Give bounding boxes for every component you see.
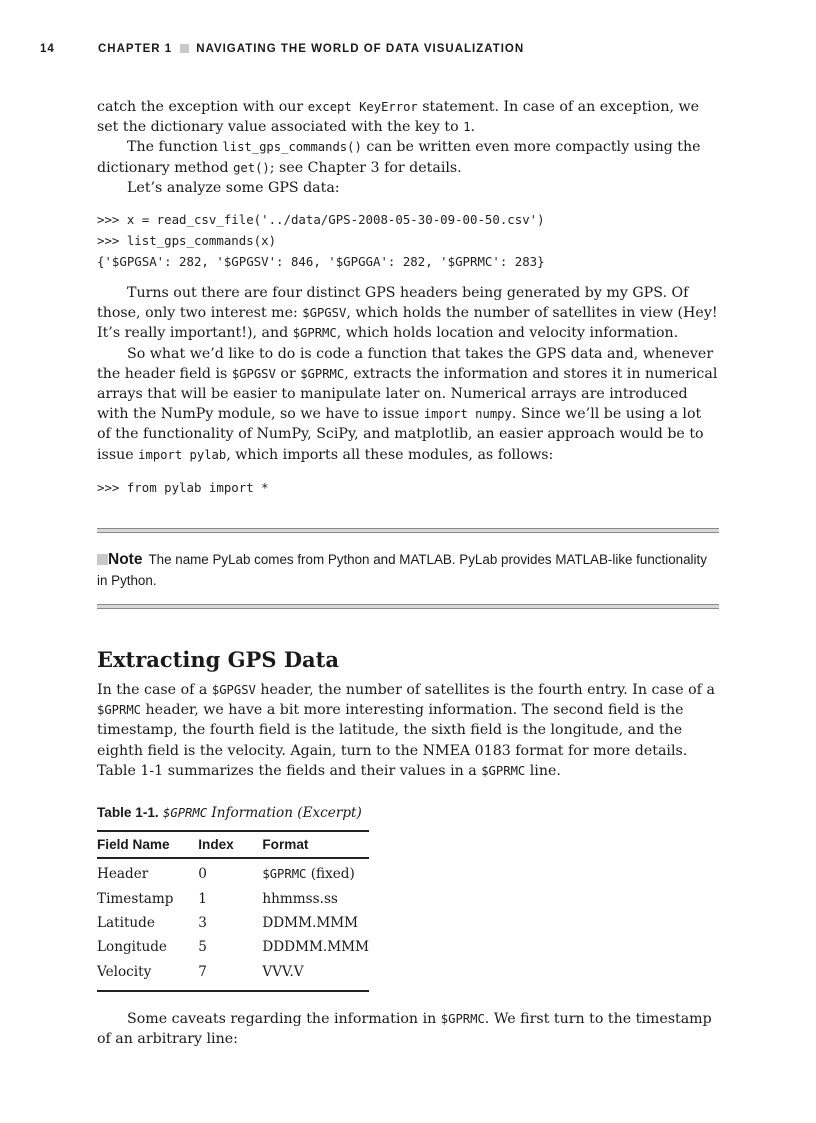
code-line: >>> list_gps_commands(x) (97, 233, 277, 248)
paragraph: The function list_gps_commands() can be written even more compactly using the dictionary method get(); see Chapter 3 for details. (97, 139, 701, 176)
body-block (97, 283, 719, 465)
section-block (97, 680, 719, 781)
table-row: Timestamp 1 hhmmss.ss (97, 890, 338, 907)
code-listing (97, 209, 719, 272)
table-row: Latitude 3 DDMM.MMM (97, 914, 359, 931)
paragraph: Turns out there are four distinct GPS headers being generated by my GPS. Of those, only two interest me: $GPGSV, which holds the number of satellites in view (Hey! It’s really important!), and $GPRMC, which holds location and velocity information. (97, 285, 718, 342)
table-caption: Table 1-1. $GPRMC Information (Excerpt) (97, 805, 362, 821)
note-box (97, 528, 719, 608)
gprmc-table (97, 830, 369, 992)
code-line: >>> x = read_csv_file('../data/GPS-2008-05-30-09-00-50.csv') (97, 212, 545, 227)
paragraph: In the case of a $GPGSV header, the number of satellites is the fourth entry. In case of a $GPRMC header, we have a bit more interesting information. The second field is the timestamp, the fourth field is the latitude, the sixth field is the longitude, and the eighth field is the velocity. Again, turn to the NMEA 0183 format for more details. Table 1-1 summarizes the fields and their values in a $GPRMC line. (97, 682, 715, 779)
paragraph: catch the exception with our except KeyError statement. In case of an exception, we set the dictionary value associated with the key to 1. (97, 99, 700, 136)
note-text: Note The name PyLab comes from Python and MATLAB. PyLab provides MATLAB-like functionality in Python. (97, 551, 707, 588)
column-header: Format (262, 831, 369, 858)
table-row: Header 0 $GPRMC (fixed) (97, 866, 355, 883)
note-square-icon (97, 554, 108, 565)
note-label: Note (108, 551, 143, 568)
table-row: Longitude 5 DDDMM.MMM (97, 939, 369, 956)
paragraph: Some caveats regarding the information in $GPRMC. We first turn to the timestamp of an arbitrary line: (97, 1011, 712, 1048)
chapter-title: NAVIGATING THE WORLD OF DATA VISUALIZATION (196, 43, 525, 55)
table-row: Velocity 7 VVV.V (97, 960, 369, 991)
closing-block (97, 1009, 719, 1049)
code-listing-import: >>> from pylab import * (97, 480, 269, 495)
paragraph: So what we’d like to do is code a function that takes the GPS data and, whenever the header field is $GPGSV or $GPRMC, extracts the information and stores it in numerical arrays that will be easier to manipulate later on. Numerical arrays are introduced with the NumPy module, so we have to issue import numpy. Since we’ll be using a lot of the functionality of NumPy, SciPy, and matplotlib, an easier approach would be to issue import pylab, which imports all these modules, as follows: (97, 345, 718, 463)
intro-block (97, 97, 719, 198)
square-bullet-icon (180, 44, 189, 53)
note-bottom-rule (97, 604, 719, 609)
page-number: 14 (40, 43, 55, 55)
column-header: Index (198, 831, 262, 858)
table-header-row (97, 831, 369, 858)
section-heading: Extracting GPS Data (97, 647, 339, 672)
code-line: {'$GPGSA': 282, '$GPGSV': 846, '$GPGGA': 282, '$GPRMC': 283} (97, 254, 545, 269)
note-top-rule (97, 528, 719, 533)
chapter-title-line (98, 43, 524, 55)
column-header: Field Name (97, 831, 198, 858)
paragraph: Let’s analyze some GPS data: (127, 179, 340, 196)
chapter-label: CHAPTER 1 (98, 43, 173, 55)
